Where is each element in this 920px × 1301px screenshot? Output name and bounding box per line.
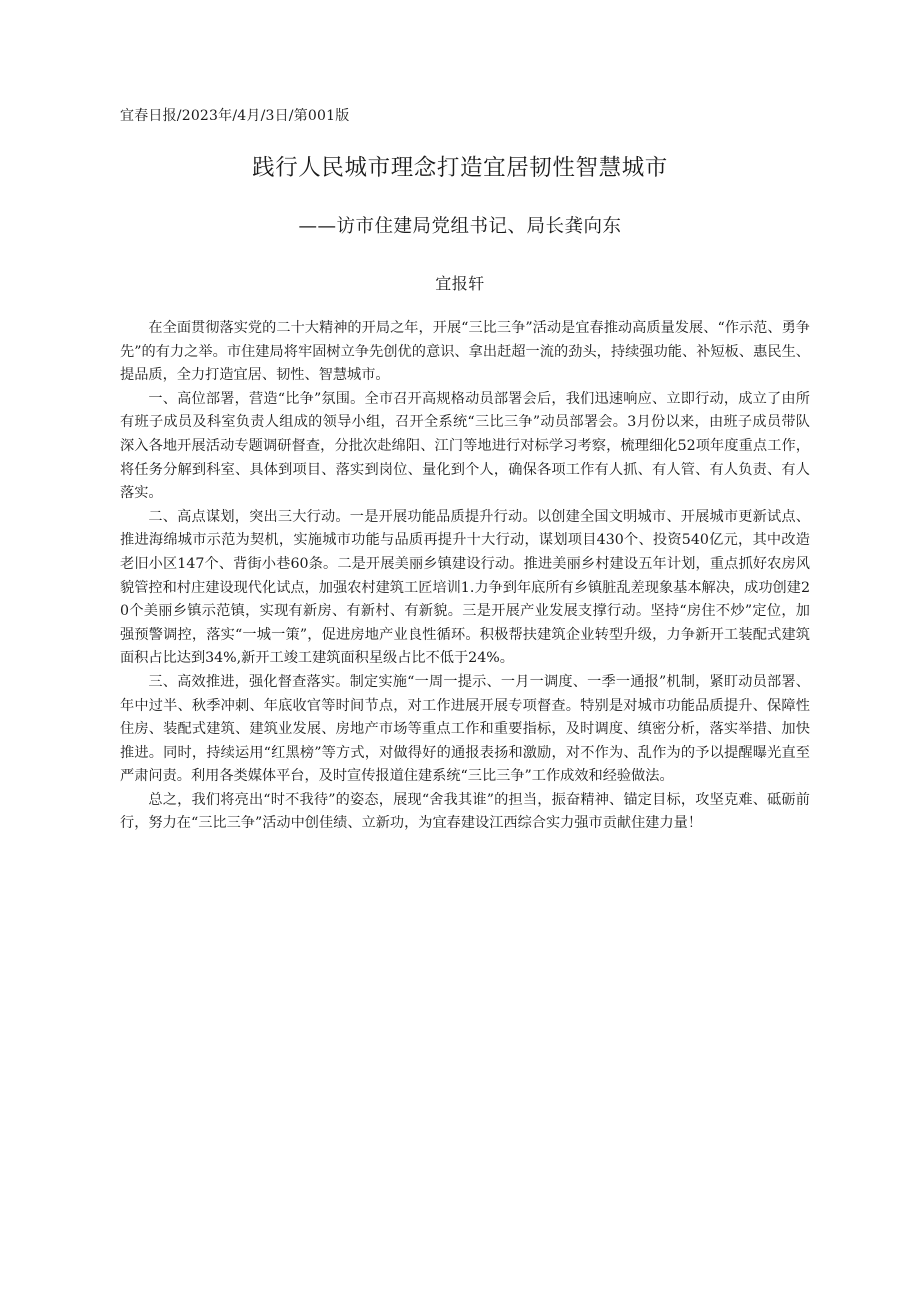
byline: 宜报轩 <box>435 274 485 293</box>
article-title: 践行人民城市理念打造宜居韧性智慧城市 <box>252 155 668 181</box>
paragraph-intro: 在全面贯彻落实党的二十大精神的开局之年，开展“三比三争”活动是宜春推动高质量发展、“作示范、勇争先”的有力之举。市住建局将牢固树立争先创优的意识、拿出赶超一流的劲头，持续强功能、补短板、惠民生、提品质，全力打造宜居、韧性、智慧城市。 <box>120 320 810 384</box>
paragraph-section-3: 三、高效推进，强化督查落实。制定实施“一周一提示、一月一调度、一季一通报”机制，紧盯动员部署、年中过半、秋季冲刺、年底收官等时间节点，对工作进展开展专项督查。特别是对城市功能品质提升、保障性住房、装配式建筑、建筑业发展、房地产市场等重点工作和重要指标，及时调度、缜密分析，落实举措、加快推进。同时，持续运用“红黑榜”等方式，对做得好的通报表扬和激励，对不作为、乱作为的予以提醒曝光直至严肃问责。利用各类媒体平台，及时宣传报道住建系统“三比三争”工作成效和经验做法。 <box>120 673 810 785</box>
paragraph-conclusion: 总之，我们将亮出“时不我待”的姿态，展现“舍我其谁”的担当，振奋精神、锚定目标，攻坚克难、砥砺前行，努力在“三比三争”活动中创佳绩、立新功，为宜春建设江西综合实力强市贡献住建力量！ <box>120 791 810 832</box>
article-subtitle: ——访市住建局党组书记、局长龚向东 <box>298 216 622 237</box>
article-body <box>120 317 810 836</box>
dateline: 宜春日报/2023年/4月/3日/第001版 <box>120 108 350 124</box>
paragraph-section-2: 二、高点谋划，突出三大行动。一是开展功能品质提升行动。以创建全国文明城市、开展城市更新试点、推进海绵城市示范为契机，实施城市功能与品质再提升十大行动，谋划项目430个、投资540亿元，其中改造老旧小区147个、背街小巷60条。二是开展美丽乡镇建设行动。推进美丽乡村建设五年计划，重点抓好农房风貌管控和村庄建设现代化试点，加强农村建筑工匠培训1.力争到年底所有乡镇脏乱差现象基本解决，成功创建20个美丽乡镇示范镇，实现有新房、有新村、有新貌。三是开展产业发展支撑行动。坚持“房住不炒”定位，加强预警调控，落实“一城一策”，促进房地产业良性循环。积极帮扶建筑企业转型升级，力争新开工装配式建筑面积占比达到34%,新开工竣工建筑面积星级占比不低于24%。 <box>120 508 810 667</box>
paragraph-section-1: 一、高位部署，营造“比争”氛围。全市召开高规格动员部署会后，我们迅速响应、立即行动，成立了由所有班子成员及科室负责人组成的领导小组，召开全系统“三比三争”动员部署会。3月份以来，由班子成员带队深入各地开展活动专题调研督查，分批次赴绵阳、江门等地进行对标学习考察，梳理细化52项年度重点工作，将任务分解到科室、具体到项目、落实到岗位、量化到个人，确保各项工作有人抓、有人管、有人负责、有人落实。 <box>120 390 810 502</box>
